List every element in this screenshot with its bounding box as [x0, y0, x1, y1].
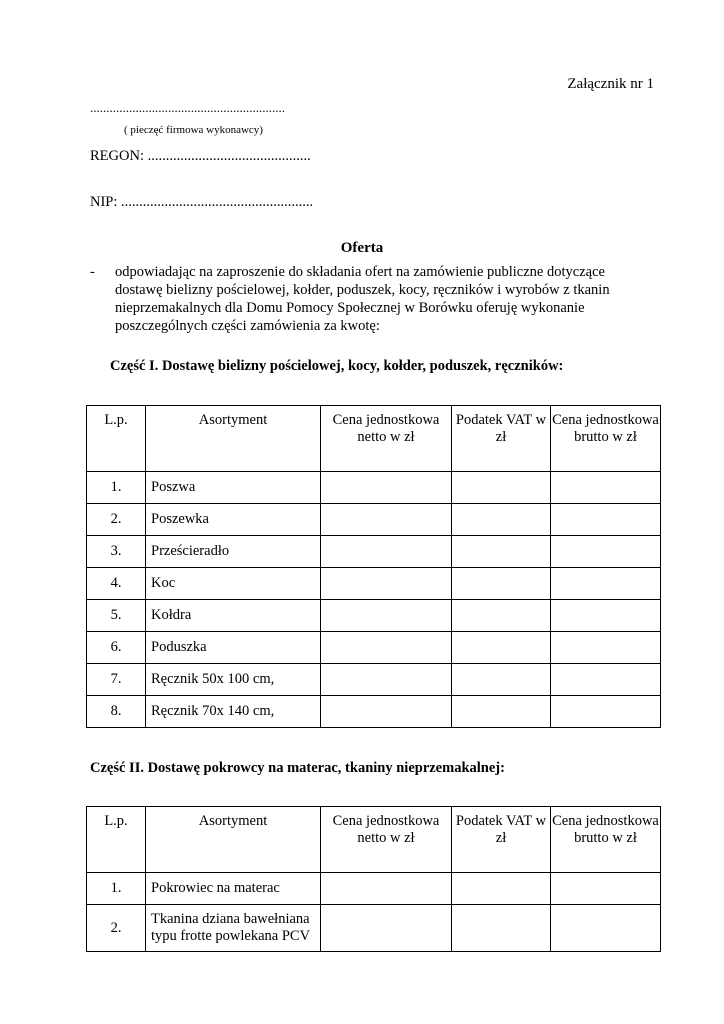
vat-cell[interactable] — [452, 873, 551, 905]
vat-cell[interactable] — [452, 664, 551, 696]
column-header-gross-price: Cena jednostkowa brutto w zł — [551, 406, 661, 472]
gross-price-cell[interactable] — [551, 696, 661, 728]
column-header-gross-price: Cena jednostkowa brutto w zł — [551, 807, 661, 873]
row-item: Pokrowiec na materac — [146, 873, 321, 905]
net-price-cell[interactable] — [321, 664, 452, 696]
row-item: Ręcznik 70x 140 cm, — [146, 696, 321, 728]
column-header-vat: Podatek VAT w zł — [452, 807, 551, 873]
net-price-cell[interactable] — [321, 568, 452, 600]
row-number: 6. — [87, 632, 146, 664]
vat-cell[interactable] — [452, 568, 551, 600]
net-price-cell[interactable] — [321, 905, 452, 952]
net-price-cell[interactable] — [321, 472, 452, 504]
gross-price-cell[interactable] — [551, 664, 661, 696]
row-number: 2. — [87, 504, 146, 536]
vat-cell[interactable] — [452, 632, 551, 664]
column-header-net-price: Cena jednostkowa netto w zł — [321, 406, 452, 472]
part2-heading: Część II. Dostawę pokrowcy na materac, tkaniny nieprzemakalnej: — [90, 760, 505, 776]
row-item: Tkanina dziana bawełniana typu frotte powlekana PCV — [146, 905, 321, 952]
row-item: Poduszka — [146, 632, 321, 664]
table-row — [87, 905, 661, 952]
table-header-row — [87, 807, 661, 873]
gross-price-cell[interactable] — [551, 873, 661, 905]
table-row — [87, 632, 661, 664]
gross-price-cell[interactable] — [551, 472, 661, 504]
offer-bullet-dash: - — [90, 264, 95, 280]
gross-price-cell[interactable] — [551, 600, 661, 632]
vat-cell[interactable] — [452, 696, 551, 728]
vat-cell[interactable] — [452, 504, 551, 536]
net-price-cell[interactable] — [321, 504, 452, 536]
company-stamp-caption: ( pieczęć firmowa wykonawcy) — [124, 124, 263, 136]
vat-cell[interactable] — [452, 600, 551, 632]
gross-price-cell[interactable] — [551, 504, 661, 536]
attachment-label: Załącznik nr 1 — [567, 76, 654, 92]
offer-title: Oferta — [340, 240, 384, 256]
row-number: 3. — [87, 536, 146, 568]
offer-text-line: odpowiadając na zaproszenie do składania ofert na zamówienie publiczne dotyczące — [115, 264, 605, 280]
table-header-row — [87, 406, 661, 472]
column-header-assortment: Asortyment — [146, 807, 321, 873]
row-number: 2. — [87, 905, 146, 952]
row-item: Ręcznik 50x 100 cm, — [146, 664, 321, 696]
net-price-cell[interactable] — [321, 536, 452, 568]
column-header-vat: Podatek VAT w zł — [452, 406, 551, 472]
row-item: Kołdra — [146, 600, 321, 632]
row-number: 7. — [87, 664, 146, 696]
row-number: 8. — [87, 696, 146, 728]
row-number: 4. — [87, 568, 146, 600]
net-price-cell[interactable] — [321, 600, 452, 632]
table-row — [87, 664, 661, 696]
net-price-cell[interactable] — [321, 632, 452, 664]
part2-price-table — [86, 806, 661, 952]
vat-cell[interactable] — [452, 472, 551, 504]
gross-price-cell[interactable] — [551, 905, 661, 952]
table-row — [87, 504, 661, 536]
table-row — [87, 696, 661, 728]
net-price-cell[interactable] — [321, 873, 452, 905]
gross-price-cell[interactable] — [551, 536, 661, 568]
nip-field: NIP: ..................................................... — [90, 194, 314, 210]
row-item: Poszwa — [146, 472, 321, 504]
offer-text-line: nieprzemakalnych dla Domu Pomocy Społecznej w Borówku oferuję wykonanie — [115, 300, 585, 316]
part1-heading: Część I. Dostawę bielizny pościelowej, kocy, kołder, poduszek, ręczników: — [110, 358, 564, 374]
row-item: Koc — [146, 568, 321, 600]
row-number: 5. — [87, 600, 146, 632]
table-row — [87, 568, 661, 600]
table-row — [87, 472, 661, 504]
table-row — [87, 873, 661, 905]
row-item: Poszewka — [146, 504, 321, 536]
column-header-assortment: Asortyment — [146, 406, 321, 472]
row-number: 1. — [87, 472, 146, 504]
offer-text-line: poszczególnych części zamówienia za kwotę: — [115, 318, 380, 334]
regon-field: REGON: ............................................. — [90, 148, 311, 164]
net-price-cell[interactable] — [321, 696, 452, 728]
vat-cell[interactable] — [452, 905, 551, 952]
table-row — [87, 600, 661, 632]
column-header-lp: L.p. — [87, 807, 146, 873]
column-header-lp: L.p. — [87, 406, 146, 472]
company-stamp-line: ............................................................ — [90, 100, 285, 115]
offer-text-line: dostawę bielizny pościelowej, kołder, poduszek, kocy, ręczników i wyrobów z tkanin — [115, 282, 610, 298]
row-item: Prześcieradło — [146, 536, 321, 568]
table-row — [87, 536, 661, 568]
row-number: 1. — [87, 873, 146, 905]
vat-cell[interactable] — [452, 536, 551, 568]
gross-price-cell[interactable] — [551, 568, 661, 600]
gross-price-cell[interactable] — [551, 632, 661, 664]
column-header-net-price: Cena jednostkowa netto w zł — [321, 807, 452, 873]
part1-price-table — [86, 405, 661, 728]
